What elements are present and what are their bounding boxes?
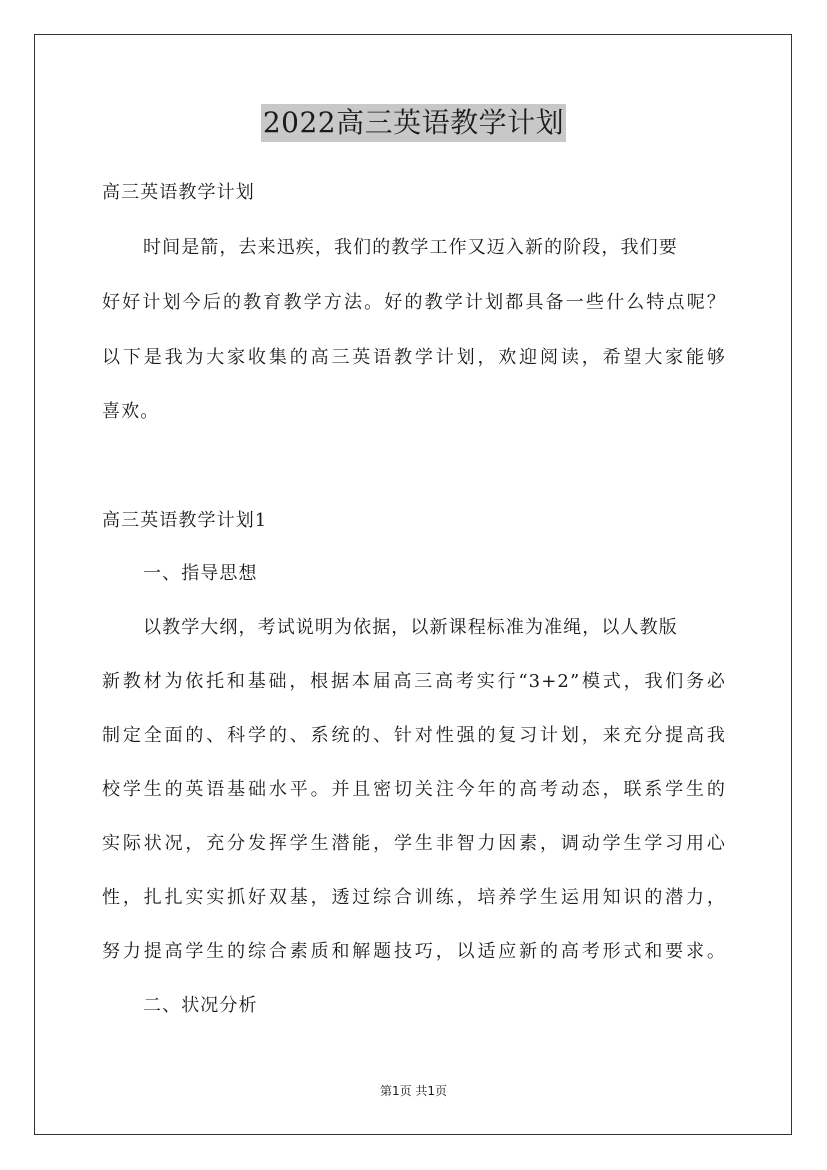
title-container [0, 104, 827, 142]
paragraph-line: 以下是我为大家收集的高三英语教学计划，欢迎阅读，希望大家能够 [102, 347, 726, 368]
page-footer: 第1页 共1页 [379, 1084, 448, 1098]
paragraph-line: 好好计划今后的教育教学方法。好的教学计划都具备一些什么特点呢？ [102, 292, 726, 313]
section-heading: 高三英语教学计划1 [102, 510, 268, 531]
paragraph-line: 制定全面的、科学的、系统的、针对性强的复习计划，来充分提高我 [102, 725, 726, 746]
subsection-heading: 二、状况分析 [143, 995, 258, 1016]
paragraph-line: 性，扎扎实实抓好双基，透过综合训练，培养学生运用知识的潜力， [102, 887, 726, 908]
paragraph-line: 喜欢。 [102, 401, 160, 422]
subsection-heading: 一、指导思想 [143, 563, 258, 584]
document-title: 2022高三英语教学计划 [261, 104, 566, 142]
paragraph-line: 实际状况，充分发挥学生潜能，学生非智力因素，调动学生学习用心 [102, 833, 726, 854]
subtitle: 高三英语教学计划 [102, 182, 255, 203]
paragraph-line: 校学生的英语基础水平。并且密切关注今年的高考动态，联系学生的 [102, 779, 726, 800]
paragraph-line: 努力提高学生的综合素质和解题技巧，以适应新的高考形式和要求。 [102, 941, 726, 962]
paragraph-line: 时间是箭，去来迅疾，我们的教学工作又迈入新的阶段，我们要 [143, 237, 678, 258]
paragraph-line: 新教材为依托和基础，根据本届高三高考实行“3+2”模式，我们务必 [102, 671, 726, 692]
paragraph-line: 以教学大纲，考试说明为依据，以新课程标准为准绳，以人教版 [143, 617, 678, 638]
